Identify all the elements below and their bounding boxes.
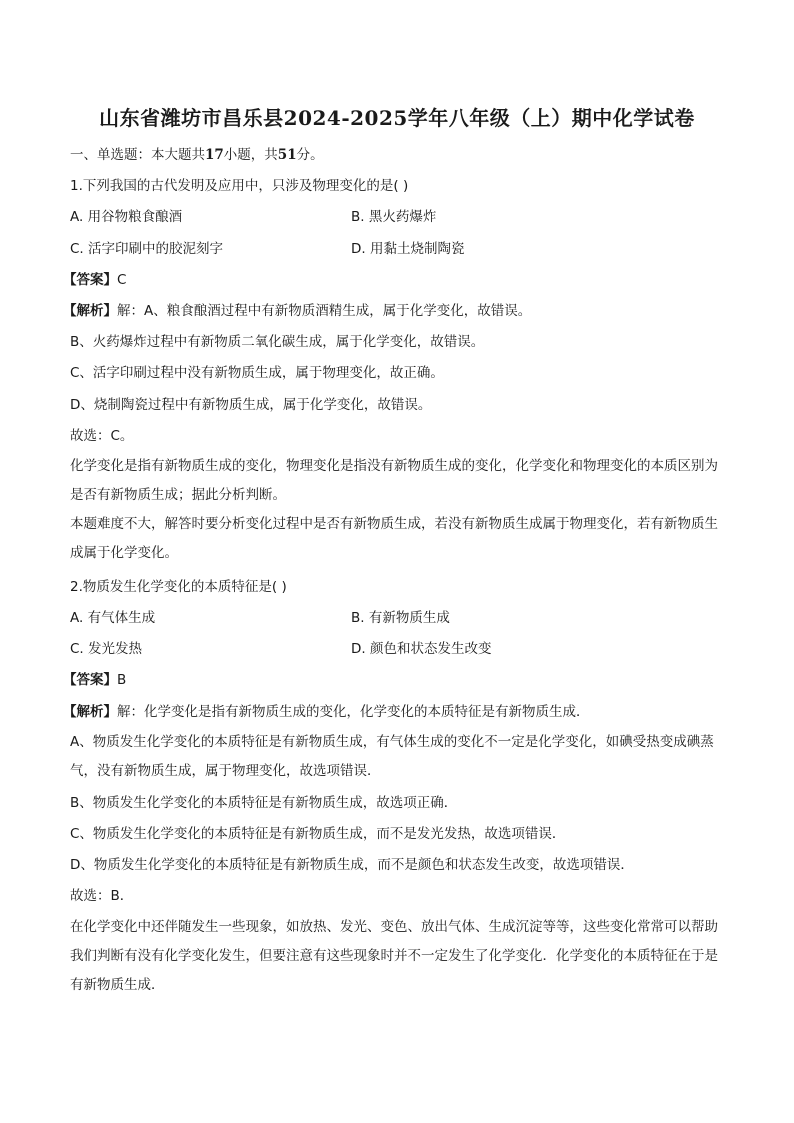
exam-title: 山东省潍坊市昌乐县2024-2025学年八年级（上）期中化学试卷	[99, 106, 695, 130]
option-row	[70, 634, 722, 665]
analysis-line: C、活字印刷过程中没有新物质生成，属于物理变化，故正确。	[70, 365, 444, 382]
question-block	[63, 572, 722, 1003]
analysis-line	[63, 697, 722, 728]
option-row	[70, 234, 722, 265]
total-score: 51	[277, 147, 297, 163]
option-d: D. 颜色和状态发生改变	[351, 641, 492, 658]
section-prefix: 一、单选题：本大题共	[70, 147, 205, 163]
analysis-line: C、物质发生化学变化的本质特征是有新物质生成，而不是发光发热，故选项错误．	[70, 826, 566, 842]
option-b: B. 黑火药爆炸	[351, 209, 437, 226]
answer-line	[63, 665, 722, 696]
choice-line: 故选：B．	[70, 888, 134, 905]
analysis-line: B、物质发生化学变化的本质特征是有新物质生成，故选项正确．	[70, 794, 458, 811]
option-d: D. 用黏土烧制陶瓷	[351, 240, 465, 257]
option-a: A. 用谷物粮食酿酒	[70, 209, 183, 226]
option-b: B. 有新物质生成	[351, 610, 450, 627]
question-stem: 1.下列我国的古代发明及应用中，只涉及物理变化的是( )	[70, 178, 409, 195]
answer-value: C	[117, 271, 127, 288]
analysis-text: 解：化学变化是指有新物质生成的变化，化学变化的本质特征是有新物质生成．	[117, 703, 590, 720]
note-paragraph: 化学变化是指有新物质生成的变化，物理变化是指没有新物质生成的变化，化学变化和物理变化的本质区别为是否有新物质生成；据此分析判断。	[70, 457, 718, 503]
answer-value: B	[117, 672, 127, 689]
option-a: A. 有气体生成	[70, 610, 156, 627]
option-row	[70, 202, 722, 233]
analysis-label: 【解析】	[63, 703, 117, 720]
choice-line: 故选：C。	[70, 427, 134, 444]
exam-content	[63, 140, 722, 1003]
option-row	[70, 603, 722, 634]
section-suffix: 分。	[296, 147, 324, 163]
answer-line	[63, 265, 722, 296]
section-middle: 小题，共	[223, 147, 278, 163]
note-paragraph: 本题难度不大，解答时要分析变化过程中是否有新物质生成，若没有新物质生成属于物理变化，若有新物质生成属于化学变化。	[70, 515, 718, 561]
question-count: 17	[205, 147, 224, 163]
question-stem: 2.物质发生化学变化的本质特征是( )	[70, 578, 287, 595]
analysis-line: D、物质发生化学变化的本质特征是有新物质生成，而不是颜色和状态发生改变，故选项错误．	[70, 857, 634, 874]
section-heading	[70, 140, 722, 171]
option-c: C. 发光发热	[70, 641, 143, 658]
analysis-label: 【解析】	[63, 302, 117, 319]
analysis-line: A、物质发生化学变化的本质特征是有新物质生成，有气体生成的变化不一定是化学变化，如碘受热变成碘蒸气，没有新物质生成，属于物理变化，故选项错误．	[70, 733, 714, 779]
analysis-line: B、火药爆炸过程中有新物质二氧化碳生成，属于化学变化，故错误。	[70, 334, 485, 351]
analysis-text: 解：A、粮食酿酒过程中有新物质酒精生成，属于化学变化，故错误。	[117, 302, 532, 319]
note-paragraph: 在化学变化中还伴随发生一些现象，如放热、发光、变色、放出气体、生成沉淀等等，这些变化常常可以帮助我们判断有没有化学变化发生，但要注意有这些现象时并不一定发生了化学变化．化学变化的本质特征在于是有新物质生成．	[70, 918, 718, 993]
answer-label: 【答案】	[63, 672, 117, 689]
question-block	[63, 171, 722, 570]
analysis-line: D、烧制陶瓷过程中有新物质生成，属于化学变化，故错误。	[70, 396, 432, 413]
answer-label: 【答案】	[63, 271, 117, 288]
analysis-line	[63, 296, 722, 327]
option-c: C. 活字印刷中的胶泥刻字	[70, 240, 224, 257]
